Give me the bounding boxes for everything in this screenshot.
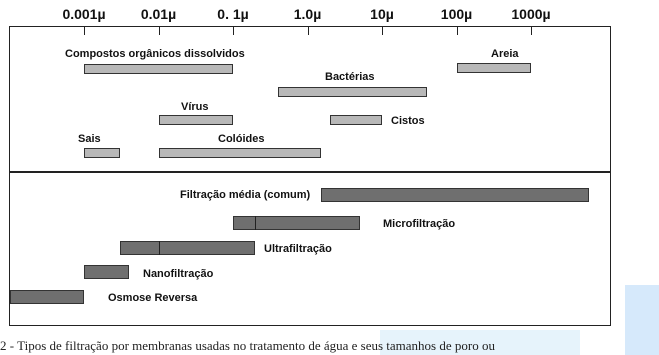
process-label-nanofiltration: Nanofiltração [143, 268, 214, 280]
figure-caption: 2 - Tipos de filtração por membranas usadas no tratamento de água e seus tamanhos de poro ou [0, 338, 495, 353]
process-divider-ultrafiltration [159, 241, 160, 255]
scale-tick-label: 1.0µ [293, 6, 322, 22]
scale-tick-label: 0.01µ [140, 6, 177, 22]
process-bar-nanofiltration [84, 265, 129, 279]
particle-label-virus: Vírus [181, 101, 209, 113]
scale-tick-label: 0.001µ [62, 6, 106, 22]
scale-tick-label: 10µ [370, 6, 394, 22]
process-label-media-filtration: Filtração média (comum) [180, 189, 311, 201]
particle-bar-cysts [330, 115, 382, 125]
process-label-ultrafiltration: Ultrafiltração [264, 243, 332, 255]
process-divider-microfiltration [255, 216, 256, 230]
particle-label-salts: Sais [78, 133, 101, 145]
particle-label-sand: Areia [491, 48, 519, 60]
particle-label-colloids: Colóides [218, 133, 265, 145]
scale-tick-label: 0. 1µ [217, 6, 249, 22]
process-bar-reverse-osmosis [10, 290, 84, 304]
particle-bar-virus [159, 115, 234, 125]
particle-label-dissolved-organics: Compostos orgânicos dissolvidos [65, 48, 245, 60]
process-bar-ultrafiltration [120, 241, 256, 255]
particle-bar-bacteria [278, 87, 427, 97]
process-bar-media-filtration [321, 188, 589, 202]
process-bar-microfiltration [233, 216, 360, 230]
process-label-reverse-osmosis: Osmose Reversa [108, 292, 198, 304]
particle-label-cysts: Cistos [391, 115, 425, 127]
particle-bar-sand [457, 63, 532, 73]
process-label-microfiltration: Microfiltração [383, 218, 456, 230]
scale-tick-label: 100µ [440, 6, 473, 22]
decorative-strip [625, 285, 659, 355]
particle-label-bacteria: Bactérias [325, 71, 375, 83]
particle-bar-colloids [159, 148, 321, 158]
particle-bar-salts [84, 148, 120, 158]
scale-tick-label: 1000µ [511, 6, 551, 22]
particle-bar-dissolved-organics [84, 64, 233, 74]
